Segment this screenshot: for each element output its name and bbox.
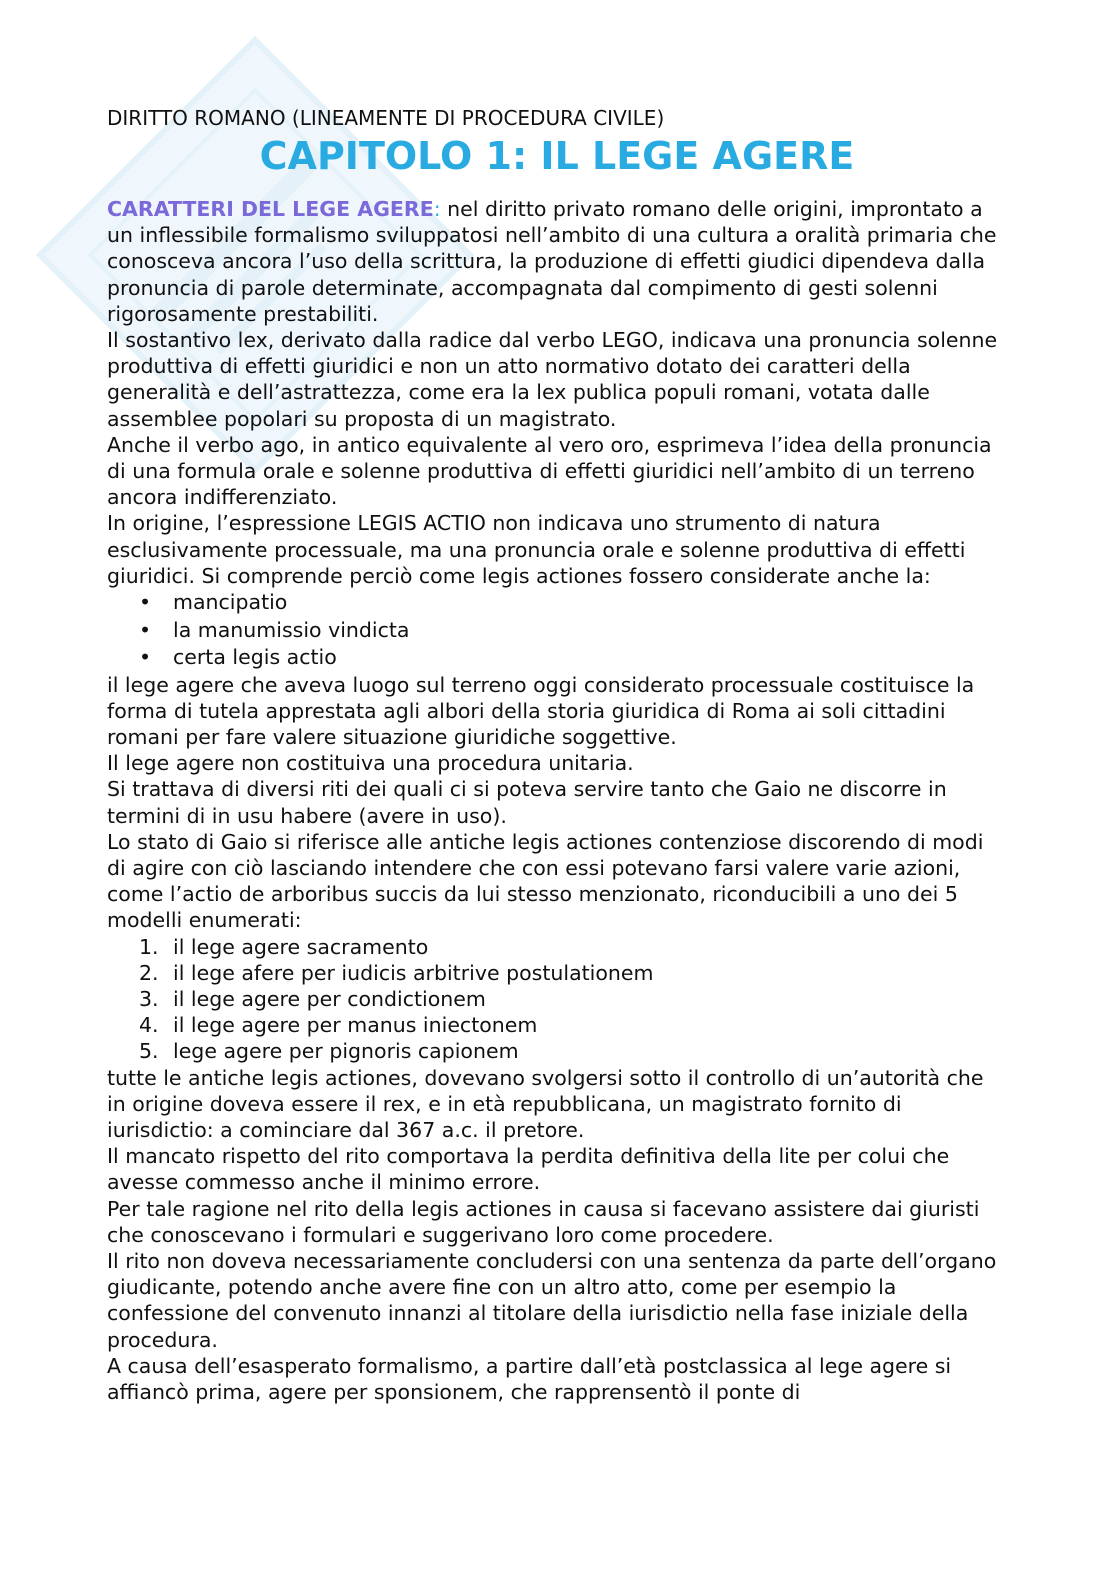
list-item-text: certa legis actio (173, 645, 337, 670)
chapter-title: CAPITOLO 1: IL LEGE AGERE (259, 134, 855, 178)
list-item-text: il lege afere per iudicis arbitrive postulationem (173, 960, 654, 985)
paragraph-4: In origine, l’espressione LEGIS ACTIO non indicava uno strumento di natura esclusivamente processuale, ma una pronuncia orale e solenne produttiva di effetti giuridici. Si comprende perciò come legis actiones fossero considerate anche la: (107, 511, 966, 588)
bullet-marker: • (139, 590, 152, 615)
list-item (107, 1012, 1007, 1038)
list-number: 4. (139, 1013, 159, 1038)
paragraph-10: Il mancato rispetto del rito comportava la perdita definitiva della lite per colui che avesse commesso anche il minimo errore. (107, 1144, 950, 1195)
bullet-marker: • (139, 617, 152, 642)
lead-colon: : (433, 197, 441, 221)
paragraph-8: Lo stato di Gaio si riferisce alle antiche legis actiones contenziose discorendo di modi di agire con ciò lasciando intendere che con essi potevano farsi valere varie azioni, come l’actio de arboribus succis da lui stesso menzionato, riconducibili a uno dei 5 modelli enumerati: (107, 829, 984, 933)
paragraph-1-text: nel diritto privato romano delle origini, improntato a un inflessibile formalismo sviluppatosi nell’ambito di una cultura a oralità primaria che conosceva ancora l’uso della scrittura, la produzione di effetti giudici dipendeva dalla pronuncia di parole determinate, accompagnata dal compimento di gesti solenni rigorosamente prestabiliti. (107, 197, 997, 326)
numbered-list (107, 934, 1007, 1065)
paragraph-13: A causa dell’esasperato formalismo, a partire dall’età postclassica al lege agere si affiancò prima, agere per sponsionem, che rapprensentò il ponte di (107, 1353, 952, 1405)
list-item (107, 1038, 1007, 1064)
bullet-list (107, 589, 1007, 672)
list-item-text: mancipatio (173, 590, 288, 615)
paragraph-5: il lege agere che aveva luogo sul terreno oggi considerato processuale costituisce la forma di tutela apprestata agli albori della storia giuridica di Roma ai soli cittadini romani per fare valere situazione giuridiche soggettive. (107, 672, 975, 749)
list-number: 2. (139, 960, 159, 985)
list-item-text: il lege agere per manus iniectonem (173, 1013, 538, 1038)
list-item (107, 934, 1007, 960)
paragraph-3: Anche il verbo ago, in antico equivalente al vero oro, esprimeva l’idea della pronuncia di una formula orale e solenne produttiva di effetti giuridici nell’ambito di un terreno ancora indifferenziato. (107, 432, 992, 510)
list-item (107, 986, 1007, 1012)
paragraph-12: Il rito non doveva necessariamente concludersi con una sentenza da parte dell’organo giudicante, potendo anche avere fine con un altro atto, come per esempio la confessione del convenuto innanzi al titolare della iurisdictio nella fase iniziale della procedura. (107, 1249, 997, 1352)
list-number: 5. (139, 1039, 159, 1064)
paragraph-6: Il lege agere non costituiva una procedura unitaria. (107, 751, 634, 776)
lead-term: CARATTERI DEL LEGE AGERE (107, 197, 434, 221)
list-item-text: il lege agere sacramento (173, 934, 429, 959)
paragraph-11: Per tale ragione nel rito della legis actiones in causa si facevano assistere dai giuristi che conoscevano i formulari e suggerivano loro come procedere. (107, 1196, 980, 1247)
document-header: DIRITTO ROMANO (LINEAMENTE DI PROCEDURA CIVILE) (107, 106, 665, 130)
list-item (107, 589, 1007, 617)
bullet-marker: • (139, 645, 152, 670)
list-number: 3. (139, 986, 159, 1011)
list-item-text: la manumissio vindicta (173, 617, 410, 642)
list-number: 1. (139, 934, 159, 959)
paragraph-2: Il sostantivo lex, derivato dalla radice dal verbo LEGO, indicava una pronuncia solenne produttiva di effetti giuridici e non un atto normativo dotato dei caratteri della generalità e dell’astrattezza, come era la lex publica populi romani, votata dalle assemblee popolari su proposta di un magistrato. (107, 328, 998, 431)
paragraph-9: tutte le antiche legis actiones, dovevano svolgersi sotto il controllo di un’autorità che in origine doveva essere il rex, e in età repubblicana, un magistrato fornito di iurisdictio: a cominciare dal 367 a.c. il pretore. (107, 1065, 984, 1142)
list-item (107, 617, 1007, 645)
paragraph-intro (107, 196, 1007, 327)
list-item (107, 960, 1007, 986)
list-item-text: lege agere per pignoris capionem (173, 1039, 519, 1064)
list-item-text: il lege agere per condictionem (173, 986, 486, 1011)
document-page (107, 104, 1007, 1405)
paragraph-7: Si trattava di diversi riti dei quali ci si poteva servire tanto che Gaio ne discorre in termini di in usu habere (avere in uso). (107, 777, 947, 828)
list-item (107, 644, 1007, 672)
